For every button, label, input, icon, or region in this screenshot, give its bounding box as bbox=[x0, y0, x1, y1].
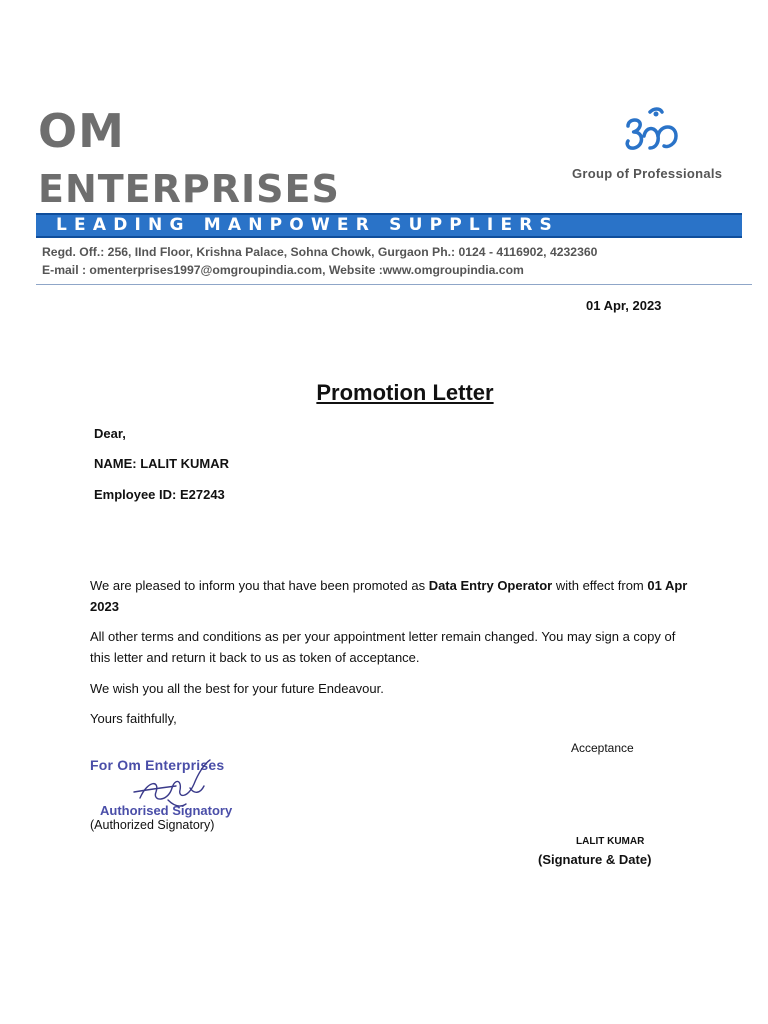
effective-date: 01 Apr 2023 bbox=[90, 578, 688, 614]
acceptance-label: Acceptance bbox=[571, 741, 634, 755]
wishes-paragraph: We wish you all the best for your future Endeavour. bbox=[90, 681, 384, 696]
company-name-line2: ENTERPRISES bbox=[38, 167, 340, 211]
promotion-paragraph bbox=[90, 575, 690, 617]
letter-date: 01 Apr, 2023 bbox=[586, 298, 662, 313]
letter-title: Promotion Letter bbox=[316, 380, 494, 405]
company-stamp-line2: Authorised Signatory bbox=[100, 803, 233, 818]
address-line: Regd. Off.: 256, IInd Floor, Krishna Palace, Sohna Chowk, Gurgaon Ph.: 0124 - 4116902, 4232360 bbox=[42, 245, 598, 259]
banner: LEADING MANPOWER SUPPLIERS bbox=[36, 213, 742, 238]
terms-paragraph: All other terms and conditions as per your appointment letter remain changed. You may sign a copy of this letter and return it back to us as token of acceptance. bbox=[90, 629, 676, 665]
authorized-signatory-label: (Authorized Signatory) bbox=[90, 818, 215, 832]
closing: Yours faithfully, bbox=[90, 711, 177, 726]
tagline: Group of Professionals bbox=[572, 166, 723, 181]
company-name-line1: OM bbox=[38, 104, 125, 158]
employee-name-line: NAME: LALIT KUMAR bbox=[94, 456, 230, 471]
employee-id-line: Employee ID: E27243 bbox=[94, 487, 225, 502]
contact-line: E-mail : omenterprises1997@omgroupindia.com, Website :www.omgroupindia.com bbox=[42, 263, 524, 277]
paragraph-text: We are pleased to inform you that have been promoted as bbox=[90, 578, 429, 593]
header-divider bbox=[36, 284, 752, 285]
handwritten-signature bbox=[120, 758, 230, 818]
salutation: Dear, bbox=[94, 426, 126, 441]
company-stamp-line1: For Om Enterprises bbox=[90, 757, 225, 773]
signature-date-label: (Signature & Date) bbox=[538, 852, 652, 867]
om-symbol-icon bbox=[622, 106, 682, 156]
employee-signature-name: LALIT KUMAR bbox=[576, 836, 645, 847]
designation: Data Entry Operator bbox=[428, 578, 553, 593]
paragraph-text: with effect from bbox=[552, 578, 648, 593]
